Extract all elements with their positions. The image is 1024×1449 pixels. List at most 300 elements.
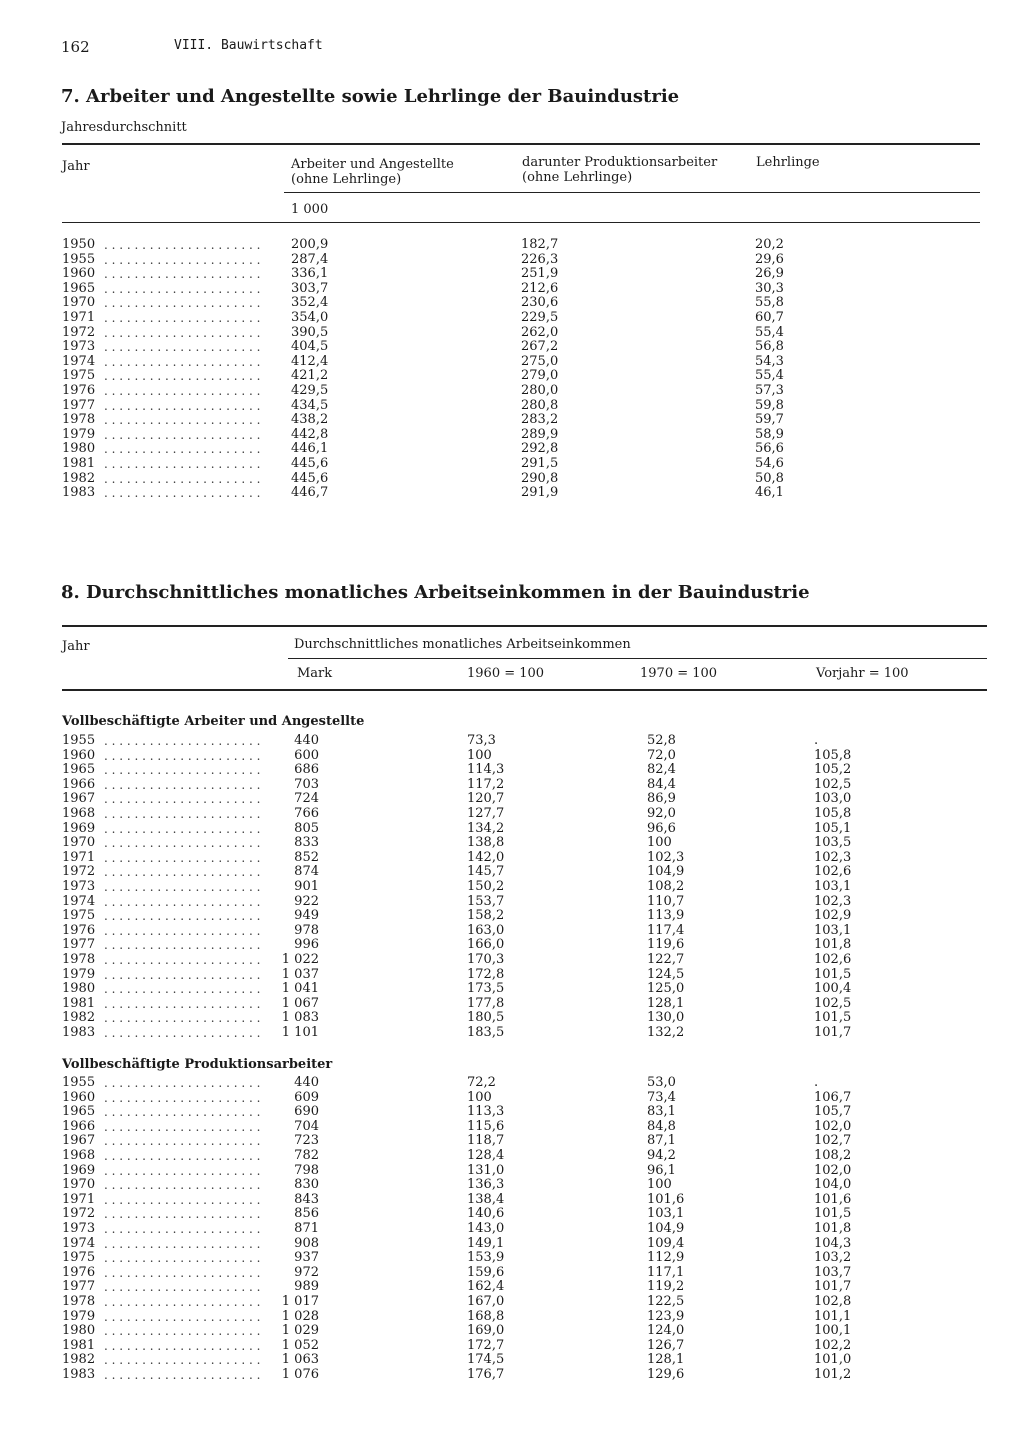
cell-index-prev-year: 101,6 <box>814 1191 852 1207</box>
table-row <box>62 326 980 341</box>
table-row <box>62 428 980 443</box>
cell-index-prev-year: 102,3 <box>814 849 852 865</box>
cell-mark: 1 063 <box>281 1352 319 1368</box>
cell-index-1970: 87,1 <box>647 1133 676 1149</box>
cell-production: 226,3 <box>521 251 559 267</box>
cell-mark: 922 <box>294 893 319 909</box>
leader-dots: . . . . . . . . . . . . . . . . . . . . . <box>104 427 261 442</box>
cell-index-prev-year: 102,6 <box>814 864 852 880</box>
cell-index-1960: 180,5 <box>467 1010 505 1026</box>
table-row <box>62 1368 987 1383</box>
leader-dots: . . . . . . . . . . . . . . . . . . . . . <box>104 1076 261 1090</box>
row-year: 1960 <box>62 1089 96 1105</box>
leader-dots: . . . . . . . . . . . . . . . . . . . . . <box>104 471 261 486</box>
table-row <box>62 895 987 910</box>
table-row <box>62 1280 987 1295</box>
cell-index-1970: 83,1 <box>647 1104 676 1120</box>
cell-apprentices: 29,6 <box>755 251 784 267</box>
cell-mark: 949 <box>294 908 319 924</box>
cell-index-1970: 119,6 <box>647 937 685 953</box>
cell-workers: 390,5 <box>291 324 329 340</box>
table8-section1-body <box>62 734 987 1040</box>
cell-index-1970: 122,5 <box>647 1293 685 1309</box>
cell-production: 230,6 <box>521 295 559 311</box>
table-row <box>62 1105 987 1120</box>
cell-index-1960: 100 <box>467 747 492 763</box>
table-row <box>62 1193 987 1208</box>
table8-top-rule <box>62 625 987 627</box>
cell-mark: 690 <box>294 1104 319 1120</box>
leader-dots: . . . . . . . . . . . . . . . . . . . . . <box>104 1025 261 1040</box>
row-year: 1974 <box>62 353 96 369</box>
cell-apprentices: 46,1 <box>755 485 784 501</box>
leader-dots: . . . . . . . . . . . . . . . . . . . . . <box>104 1236 261 1251</box>
table-row <box>62 413 980 428</box>
cell-index-1960: 149,1 <box>467 1235 505 1251</box>
cell-index-1970: 104,9 <box>647 864 685 880</box>
cell-index-1960: 153,9 <box>467 1250 505 1266</box>
cell-index-1970: 100 <box>647 835 672 851</box>
cell-production: 291,9 <box>521 485 559 501</box>
cell-index-1960: 150,2 <box>467 878 505 894</box>
leader-dots: . . . . . . . . . . . . . . . . . . . . . <box>104 923 261 938</box>
leader-dots: . . . . . . . . . . . . . . . . . . . . . <box>104 734 261 748</box>
row-year: 1980 <box>62 441 96 457</box>
cell-index-prev-year: . <box>814 733 819 748</box>
cell-workers: 200,9 <box>291 237 329 252</box>
leader-dots: . . . . . . . . . . . . . . . . . . . . . <box>104 763 261 778</box>
cell-index-1960: 172,8 <box>467 966 505 982</box>
cell-index-prev-year: 102,3 <box>814 893 852 909</box>
cell-apprentices: 30,3 <box>755 280 784 296</box>
leader-dots: . . . . . . . . . . . . . . . . . . . . . <box>104 748 261 763</box>
leader-dots: . . . . . . . . . . . . . . . . . . . . . <box>104 967 261 982</box>
cell-index-1960: 72,2 <box>467 1075 496 1090</box>
table-row <box>62 296 980 311</box>
row-year: 1972 <box>62 864 96 880</box>
leader-dots: . . . . . . . . . . . . . . . . . . . . . <box>104 952 261 967</box>
leader-dots: . . . . . . . . . . . . . . . . . . . . . <box>104 486 261 501</box>
cell-apprentices: 55,4 <box>755 324 784 340</box>
cell-index-1960: 136,3 <box>467 1177 505 1193</box>
cell-index-prev-year: 102,8 <box>814 1293 852 1309</box>
row-year: 1973 <box>62 339 96 355</box>
table-row <box>62 486 980 501</box>
cell-mark: 723 <box>294 1133 319 1149</box>
cell-workers: 412,4 <box>291 353 329 369</box>
table8-section2-label: Vollbeschäftigte Produktionsarbeiter <box>62 1057 333 1072</box>
row-year: 1977 <box>62 397 96 413</box>
cell-index-prev-year: 104,0 <box>814 1177 852 1193</box>
cell-index-1970: 52,8 <box>647 733 676 748</box>
cell-index-1960: 153,7 <box>467 893 505 909</box>
leader-dots: . . . . . . . . . . . . . . . . . . . . . <box>104 1148 261 1163</box>
table8-title: 8. Durchschnittliches monatliches Arbeitseinkommen in der Bauindustrie <box>61 582 810 603</box>
table-row <box>62 778 987 793</box>
cell-production: 280,8 <box>521 397 559 413</box>
table-row <box>62 1149 987 1164</box>
leader-dots: . . . . . . . . . . . . . . . . . . . . . <box>104 310 261 325</box>
cell-mark: 856 <box>294 1206 319 1222</box>
cell-index-prev-year: . <box>814 1075 819 1090</box>
cell-index-1970: 102,3 <box>647 849 685 865</box>
cell-index-1970: 96,1 <box>647 1162 676 1178</box>
cell-production: 212,6 <box>521 280 559 296</box>
table-row <box>62 1178 987 1193</box>
cell-mark: 901 <box>294 878 319 894</box>
cell-mark: 704 <box>294 1118 319 1134</box>
table7-unit: 1 000 <box>291 202 329 217</box>
cell-index-1970: 128,1 <box>647 1352 685 1368</box>
leader-dots: . . . . . . . . . . . . . . . . . . . . . <box>104 879 261 894</box>
cell-mark: 833 <box>294 835 319 851</box>
cell-index-1960: 163,0 <box>467 922 505 938</box>
cell-workers: 354,0 <box>291 309 329 325</box>
cell-mark: 937 <box>294 1250 319 1266</box>
row-year: 1968 <box>62 1147 96 1163</box>
row-year: 1976 <box>62 1264 96 1280</box>
table7-header-bottom-rule <box>62 222 980 223</box>
leader-dots: . . . . . . . . . . . . . . . . . . . . . <box>104 1090 261 1105</box>
row-year: 1970 <box>62 295 96 311</box>
table8-group-rule <box>288 658 987 659</box>
cell-index-1960: 113,3 <box>467 1104 505 1120</box>
cell-index-1970: 112,9 <box>647 1250 685 1266</box>
cell-index-1970: 126,7 <box>647 1337 685 1353</box>
cell-apprentices: 50,8 <box>755 470 784 486</box>
row-year: 1974 <box>62 893 96 909</box>
cell-index-prev-year: 104,3 <box>814 1235 852 1251</box>
leader-dots: . . . . . . . . . . . . . . . . . . . . . <box>104 340 261 355</box>
table-row <box>62 924 987 939</box>
row-year: 1977 <box>62 1279 96 1295</box>
cell-workers: 445,6 <box>291 455 329 471</box>
row-year: 1971 <box>62 849 96 865</box>
cell-index-prev-year: 106,7 <box>814 1089 852 1105</box>
cell-index-prev-year: 105,1 <box>814 820 852 836</box>
cell-index-1960: 170,3 <box>467 951 505 967</box>
cell-index-prev-year: 102,9 <box>814 908 852 924</box>
cell-index-1970: 117,1 <box>647 1264 685 1280</box>
cell-apprentices: 57,3 <box>755 382 784 398</box>
leader-dots: . . . . . . . . . . . . . . . . . . . . . <box>104 296 261 311</box>
cell-production: 229,5 <box>521 309 559 325</box>
leader-dots: . . . . . . . . . . . . . . . . . . . . . <box>104 850 261 865</box>
cell-workers: 446,7 <box>291 485 329 501</box>
cell-index-1970: 123,9 <box>647 1308 685 1324</box>
leader-dots: . . . . . . . . . . . . . . . . . . . . . <box>104 836 261 851</box>
table-row <box>62 953 987 968</box>
cell-apprentices: 59,8 <box>755 397 784 413</box>
cell-index-1970: 104,9 <box>647 1220 685 1236</box>
table-row <box>62 1091 987 1106</box>
cell-index-1960: 100 <box>467 1089 492 1105</box>
cell-index-1960: 115,6 <box>467 1118 505 1134</box>
table-row <box>62 851 987 866</box>
cell-index-1960: 166,0 <box>467 937 505 953</box>
leader-dots: . . . . . . . . . . . . . . . . . . . . . <box>104 456 261 471</box>
table7-body <box>62 238 980 501</box>
table-row <box>62 355 980 370</box>
table-row <box>62 384 980 399</box>
cell-index-1970: 109,4 <box>647 1235 685 1251</box>
leader-dots: . . . . . . . . . . . . . . . . . . . . . <box>104 442 261 457</box>
cell-index-1970: 117,4 <box>647 922 685 938</box>
cell-mark: 1 028 <box>281 1308 319 1324</box>
cell-production: 267,2 <box>521 339 559 355</box>
cell-index-1970: 122,7 <box>647 951 685 967</box>
cell-mark: 440 <box>294 733 319 748</box>
table7-header-workers-line2: (ohne Lehrlinge) <box>291 172 402 187</box>
cell-production: 290,8 <box>521 470 559 486</box>
leader-dots: . . . . . . . . . . . . . . . . . . . . . <box>104 354 261 369</box>
cell-mark: 1 052 <box>281 1337 319 1353</box>
cell-index-1970: 72,0 <box>647 747 676 763</box>
table7-subtitle: Jahresdurchschnitt <box>61 120 187 135</box>
cell-index-1960: 142,0 <box>467 849 505 865</box>
leader-dots: . . . . . . . . . . . . . . . . . . . . . <box>104 1163 261 1178</box>
cell-mark: 440 <box>294 1075 319 1090</box>
leader-dots: . . . . . . . . . . . . . . . . . . . . . <box>104 1367 261 1382</box>
cell-index-prev-year: 101,7 <box>814 1024 852 1040</box>
cell-index-1960: 169,0 <box>467 1323 505 1339</box>
cell-mark: 989 <box>294 1279 319 1295</box>
leader-dots: . . . . . . . . . . . . . . . . . . . . . <box>104 938 261 953</box>
table-row <box>62 909 987 924</box>
table-row <box>62 238 980 253</box>
cell-index-prev-year: 101,5 <box>814 1010 852 1026</box>
cell-mark: 703 <box>294 776 319 792</box>
leader-dots: . . . . . . . . . . . . . . . . . . . . . <box>104 1119 261 1134</box>
row-year: 1965 <box>62 1104 96 1120</box>
row-year: 1975 <box>62 1250 96 1266</box>
cell-index-1960: 172,7 <box>467 1337 505 1353</box>
cell-apprentices: 56,6 <box>755 441 784 457</box>
cell-index-prev-year: 103,0 <box>814 791 852 807</box>
cell-index-prev-year: 105,2 <box>814 762 852 778</box>
cell-index-prev-year: 101,0 <box>814 1352 852 1368</box>
cell-production: 275,0 <box>521 353 559 369</box>
table-row <box>62 1222 987 1237</box>
leader-dots: . . . . . . . . . . . . . . . . . . . . . <box>104 1294 261 1309</box>
cell-index-1960: 138,8 <box>467 835 505 851</box>
leader-dots: . . . . . . . . . . . . . . . . . . . . . <box>104 865 261 880</box>
cell-mark: 874 <box>294 864 319 880</box>
table7-header-workers-line1: Arbeiter und Angestellte <box>291 157 454 172</box>
table-row <box>62 968 987 983</box>
table7-header-production-line2: (ohne Lehrlinge) <box>522 170 633 185</box>
leader-dots: . . . . . . . . . . . . . . . . . . . . . <box>104 806 261 821</box>
cell-mark: 600 <box>294 747 319 763</box>
cell-index-1970: 130,0 <box>647 1010 685 1026</box>
cell-index-1970: 101,6 <box>647 1191 685 1207</box>
cell-index-1970: 82,4 <box>647 762 676 778</box>
cell-index-prev-year: 101,5 <box>814 966 852 982</box>
row-year: 1981 <box>62 1337 96 1353</box>
leader-dots: . . . . . . . . . . . . . . . . . . . . . <box>104 281 261 296</box>
table7-header-production <box>522 155 717 185</box>
table-row <box>62 1339 987 1354</box>
table8-header-idx1960: 1960 = 100 <box>467 666 545 681</box>
cell-workers: 438,2 <box>291 412 329 428</box>
table-row <box>62 822 987 837</box>
cell-mark: 978 <box>294 922 319 938</box>
table-row <box>62 1324 987 1339</box>
row-year: 1960 <box>62 266 96 282</box>
row-year: 1978 <box>62 1293 96 1309</box>
row-year: 1976 <box>62 382 96 398</box>
cell-index-1970: 124,0 <box>647 1323 685 1339</box>
leader-dots: . . . . . . . . . . . . . . . . . . . . . <box>104 982 261 997</box>
table-row <box>62 253 980 268</box>
cell-index-1960: 120,7 <box>467 791 505 807</box>
leader-dots: . . . . . . . . . . . . . . . . . . . . . <box>104 909 261 924</box>
cell-index-1970: 132,2 <box>647 1024 685 1040</box>
cell-index-1960: 73,3 <box>467 733 496 748</box>
cell-index-1970: 53,0 <box>647 1075 676 1090</box>
cell-index-prev-year: 101,5 <box>814 1206 852 1222</box>
table-row <box>62 1310 987 1325</box>
table8-header-year: Jahr <box>62 639 90 654</box>
row-year: 1978 <box>62 412 96 428</box>
cell-apprentices: 59,7 <box>755 412 784 428</box>
cell-workers: 287,4 <box>291 251 329 267</box>
row-year: 1982 <box>62 1352 96 1368</box>
table8-header-group: Durchschnittliches monatliches Arbeitseinkommen <box>294 637 631 652</box>
leader-dots: . . . . . . . . . . . . . . . . . . . . . <box>104 369 261 384</box>
leader-dots: . . . . . . . . . . . . . . . . . . . . . <box>104 777 261 792</box>
cell-index-1960: 134,2 <box>467 820 505 836</box>
table7-header-year: Jahr <box>62 159 90 174</box>
cell-index-prev-year: 101,2 <box>814 1366 852 1382</box>
cell-production: 289,9 <box>521 426 559 442</box>
leader-dots: . . . . . . . . . . . . . . . . . . . . . <box>104 821 261 836</box>
cell-index-1960: 174,5 <box>467 1352 505 1368</box>
row-year: 1982 <box>62 470 96 486</box>
cell-workers: 404,5 <box>291 339 329 355</box>
cell-mark: 830 <box>294 1177 319 1193</box>
table8-section2-body <box>62 1076 987 1382</box>
table-row <box>62 763 987 778</box>
cell-index-1970: 113,9 <box>647 908 685 924</box>
row-year: 1969 <box>62 820 96 836</box>
cell-index-prev-year: 101,7 <box>814 1279 852 1295</box>
cell-mark: 996 <box>294 937 319 953</box>
cell-index-1960: 162,4 <box>467 1279 505 1295</box>
table-row <box>62 938 987 953</box>
cell-index-1970: 108,2 <box>647 878 685 894</box>
cell-workers: 434,5 <box>291 397 329 413</box>
table-row <box>62 1207 987 1222</box>
cell-mark: 871 <box>294 1220 319 1236</box>
cell-index-1960: 118,7 <box>467 1133 505 1149</box>
cell-index-1960: 177,8 <box>467 995 505 1011</box>
cell-mark: 1 041 <box>281 981 319 997</box>
cell-index-prev-year: 102,5 <box>814 995 852 1011</box>
cell-index-prev-year: 100,1 <box>814 1323 852 1339</box>
table-row <box>62 1237 987 1252</box>
cell-index-1960: 140,6 <box>467 1206 505 1222</box>
cell-index-prev-year: 108,2 <box>814 1147 852 1163</box>
cell-production: 262,0 <box>521 324 559 340</box>
table8-header-mark: Mark <box>297 666 333 681</box>
row-year: 1972 <box>62 1206 96 1222</box>
table-row <box>62 1295 987 1310</box>
cell-mark: 1 029 <box>281 1323 319 1339</box>
table8-header-idxprev: Vorjahr = 100 <box>816 666 909 681</box>
cell-apprentices: 55,4 <box>755 368 784 384</box>
cell-index-prev-year: 103,1 <box>814 922 852 938</box>
cell-mark: 782 <box>294 1147 319 1163</box>
table-row <box>62 340 980 355</box>
row-year: 1955 <box>62 1075 96 1090</box>
leader-dots: . . . . . . . . . . . . . . . . . . . . . <box>104 1134 261 1149</box>
table-row <box>62 1134 987 1149</box>
table-row <box>62 865 987 880</box>
cell-index-1970: 84,4 <box>647 776 676 792</box>
cell-index-prev-year: 105,8 <box>814 747 852 763</box>
table7-top-rule <box>62 143 980 145</box>
table7-title: 7. Arbeiter und Angestellte sowie Lehrlinge der Bauindustrie <box>61 86 680 107</box>
row-year: 1965 <box>62 762 96 778</box>
cell-index-1960: 138,4 <box>467 1191 505 1207</box>
cell-workers: 303,7 <box>291 280 329 296</box>
row-year: 1983 <box>62 1366 96 1382</box>
leader-dots: . . . . . . . . . . . . . . . . . . . . . <box>104 1280 261 1295</box>
cell-apprentices: 55,8 <box>755 295 784 311</box>
cell-index-prev-year: 101,1 <box>814 1308 852 1324</box>
table-row <box>62 1120 987 1135</box>
cell-production: 279,0 <box>521 368 559 384</box>
cell-index-1970: 128,1 <box>647 995 685 1011</box>
leader-dots: . . . . . . . . . . . . . . . . . . . . . <box>104 252 261 267</box>
cell-mark: 805 <box>294 820 319 836</box>
cell-workers: 352,4 <box>291 295 329 311</box>
cell-index-prev-year: 102,6 <box>814 951 852 967</box>
cell-mark: 724 <box>294 791 319 807</box>
cell-apprentices: 58,9 <box>755 426 784 442</box>
table7-header-apprentices: Lehrlinge <box>756 155 820 170</box>
row-year: 1968 <box>62 805 96 821</box>
table-row <box>62 880 987 895</box>
row-year: 1970 <box>62 1177 96 1193</box>
row-year: 1967 <box>62 791 96 807</box>
table-row <box>62 997 987 1012</box>
cell-index-1970: 129,6 <box>647 1366 685 1382</box>
cell-mark: 609 <box>294 1089 319 1105</box>
row-year: 1977 <box>62 937 96 953</box>
row-year: 1979 <box>62 966 96 982</box>
table-row <box>62 267 980 282</box>
cell-index-1970: 124,5 <box>647 966 685 982</box>
cell-apprentices: 20,2 <box>755 237 784 252</box>
cell-index-1970: 110,7 <box>647 893 685 909</box>
cell-index-prev-year: 103,7 <box>814 1264 852 1280</box>
table-row <box>62 1164 987 1179</box>
cell-mark: 1 022 <box>281 951 319 967</box>
cell-index-1960: 145,7 <box>467 864 505 880</box>
cell-index-1960: 127,7 <box>467 805 505 821</box>
row-year: 1965 <box>62 280 96 296</box>
cell-mark: 686 <box>294 762 319 778</box>
cell-workers: 445,6 <box>291 470 329 486</box>
row-year: 1980 <box>62 981 96 997</box>
cell-index-prev-year: 102,7 <box>814 1133 852 1149</box>
row-year: 1981 <box>62 455 96 471</box>
leader-dots: . . . . . . . . . . . . . . . . . . . . . <box>104 1338 261 1353</box>
leader-dots: . . . . . . . . . . . . . . . . . . . . . <box>104 413 261 428</box>
row-year: 1979 <box>62 426 96 442</box>
